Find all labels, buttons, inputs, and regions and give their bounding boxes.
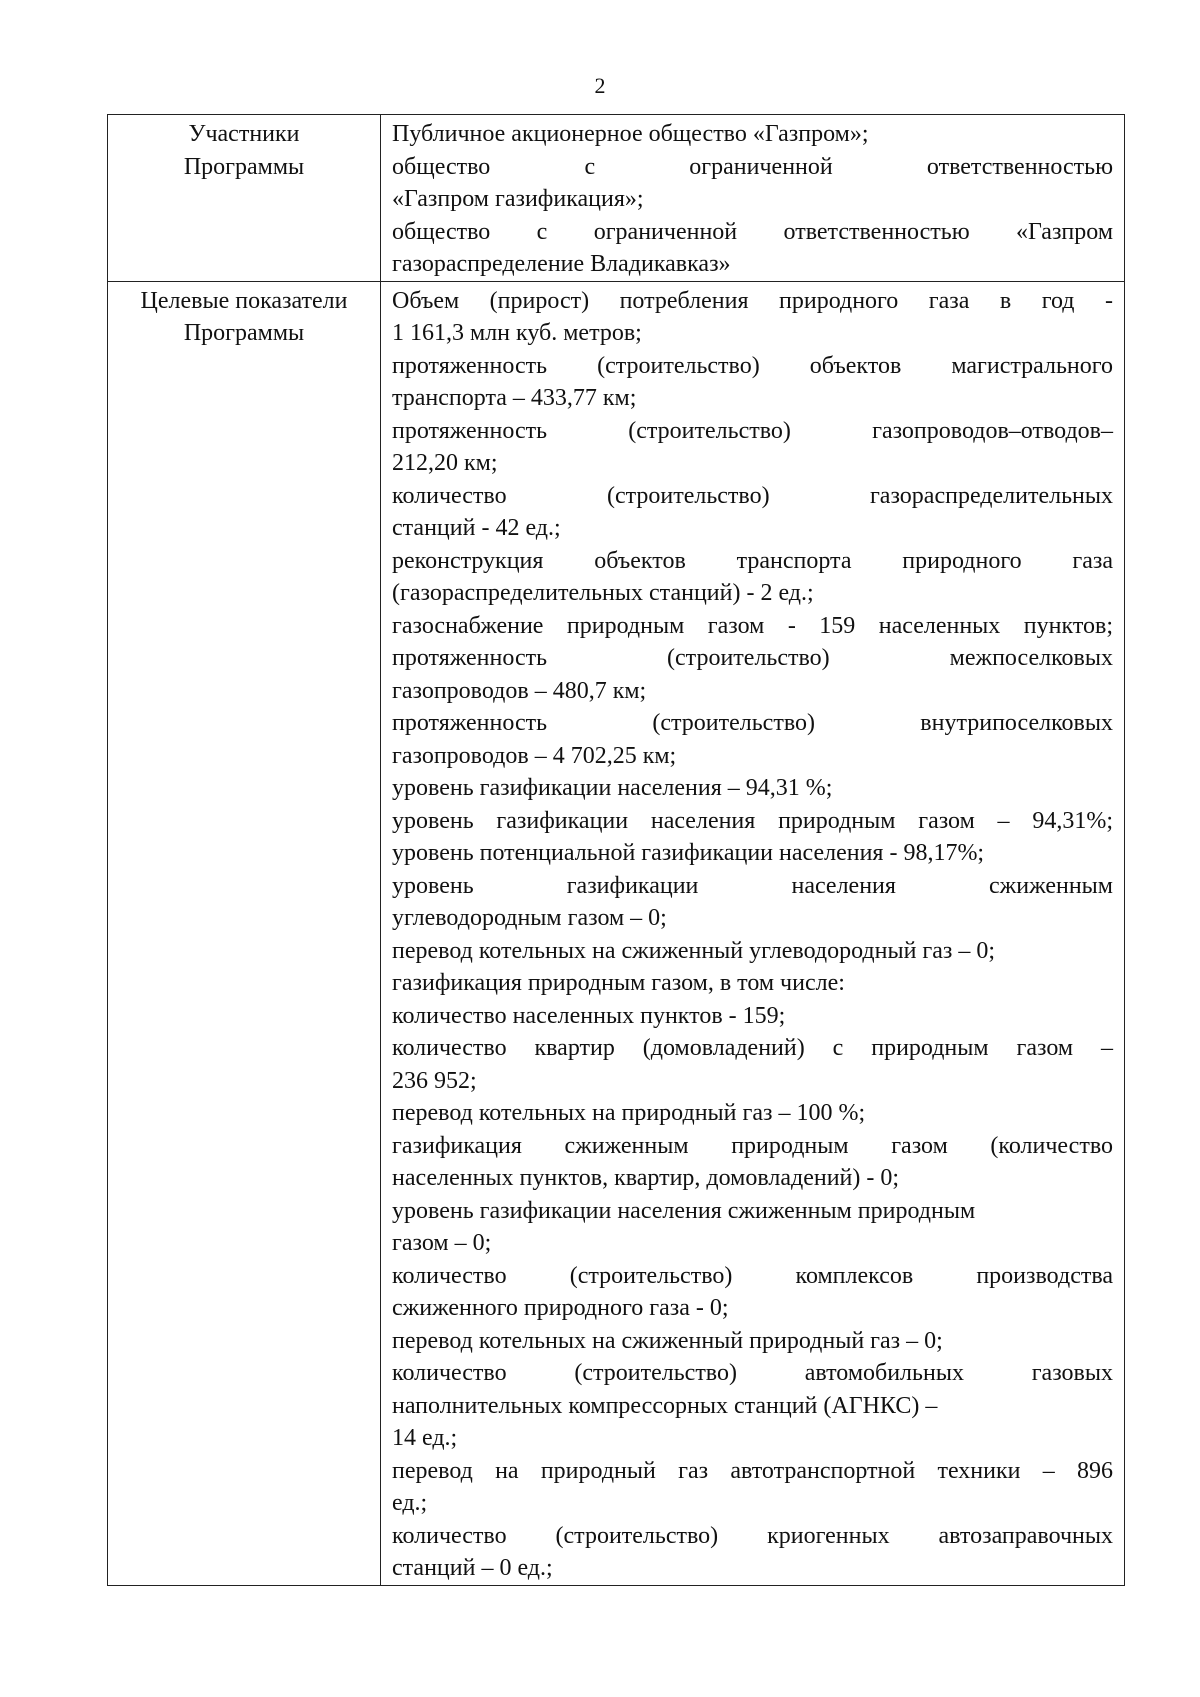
content-line: уровень газификации населения природным газом – 94,31%; <box>392 807 1113 834</box>
content-line: 212,20 км; <box>392 450 498 476</box>
content-line: общество с ограниченной ответственностью <box>392 153 1113 180</box>
row-label-line: Программы <box>183 320 305 346</box>
row-label-line: Программы <box>183 153 305 180</box>
content-line: перевод котельных на природный газ – 100 %; <box>392 1100 866 1126</box>
content-line: транспорта – 433,77 км; <box>392 385 637 411</box>
content-line: общество с ограниченной ответственностью «Газпром <box>392 218 1113 245</box>
content-line: количество населенных пунктов - 159; <box>392 1002 786 1029</box>
content-line: ед.; <box>392 1490 428 1516</box>
row-label-line: Целевые показатели <box>140 287 348 314</box>
content-line: Объем (прирост) потребления природного газа в год - <box>392 287 1113 314</box>
content-line: газом – 0; <box>392 1230 492 1256</box>
row-label-line: Участники <box>188 121 300 147</box>
row-content-cell <box>381 115 1125 282</box>
content-line: 14 ед.; <box>392 1425 458 1451</box>
program-passport-table <box>107 114 1125 1586</box>
table-row <box>108 115 1125 282</box>
row-content-cell <box>381 281 1125 1585</box>
content-line: количество (строительство) газораспределительных <box>392 482 1113 509</box>
page-number: 2 <box>594 73 606 98</box>
content-line: «Газпром газификация»; <box>392 186 644 212</box>
content-line: наполнительных компрессорных станций (АГНКС) – <box>392 1392 938 1419</box>
table-row <box>108 281 1125 1585</box>
content-line: уровень газификации населения – 94,31 %; <box>392 775 833 801</box>
content-line: 1 161,3 млн куб. метров; <box>392 320 642 346</box>
row-label-cell <box>108 115 381 282</box>
content-line: уровень газификации населения сжиженным природным <box>392 1197 976 1224</box>
content-line: реконструкция объектов транспорта природного газа <box>392 547 1113 574</box>
content-line: газопроводов – 480,7 км; <box>392 677 647 704</box>
content-line: протяженность (строительство) внутрипоселковых <box>392 710 1113 736</box>
row-label-cell <box>108 281 381 1585</box>
content-line: газораспределение Владикавказ» <box>392 251 731 277</box>
content-line: станций - 42 ед.; <box>392 515 561 541</box>
content-line: протяженность (строительство) объектов магистрального <box>392 352 1113 379</box>
content-line: уровень газификации населения сжиженным <box>392 872 1113 899</box>
content-line: углеводородным газом – 0; <box>392 905 667 931</box>
content-line: (газораспределительных станций) - 2 ед.; <box>392 580 814 606</box>
content-line: количество (строительство) криогенных автозаправочных <box>392 1522 1113 1549</box>
content-line: 236 952; <box>392 1067 477 1094</box>
content-line: протяженность (строительство) межпоселковых <box>392 645 1113 671</box>
content-line: Публичное акционерное общество «Газпром»; <box>392 121 869 147</box>
content-line: количество (строительство) комплексов производства <box>392 1262 1113 1289</box>
content-line: перевод на природный газ автотранспортной техники – 896 <box>392 1457 1113 1484</box>
content-line: уровень потенциальной газификации населения - 98,17%; <box>392 840 985 866</box>
content-line: газификация природным газом, в том числе: <box>392 970 845 996</box>
content-line: газификация сжиженным природным газом (количество <box>392 1132 1113 1159</box>
content-line: количество (строительство) автомобильных газовых <box>392 1360 1113 1386</box>
content-line: перевод котельных на сжиженный природный газ – 0; <box>392 1327 943 1354</box>
content-line: газоснабжение природным газом - 159 населенных пунктов; <box>392 612 1113 639</box>
content-line: населенных пунктов, квартир, домовладений) - 0; <box>392 1165 900 1191</box>
content-line: перевод котельных на сжиженный углеводородный газ – 0; <box>392 937 996 964</box>
content-line: количество квартир (домовладений) с природным газом – <box>392 1035 1113 1061</box>
content-line: сжиженного природного газа - 0; <box>392 1295 729 1321</box>
content-line: станций – 0 ед.; <box>392 1555 553 1581</box>
content-line: газопроводов – 4 702,25 км; <box>392 742 677 769</box>
table-body <box>108 115 1125 1586</box>
content-line: протяженность (строительство) газопроводов–отводов– <box>392 417 1113 444</box>
